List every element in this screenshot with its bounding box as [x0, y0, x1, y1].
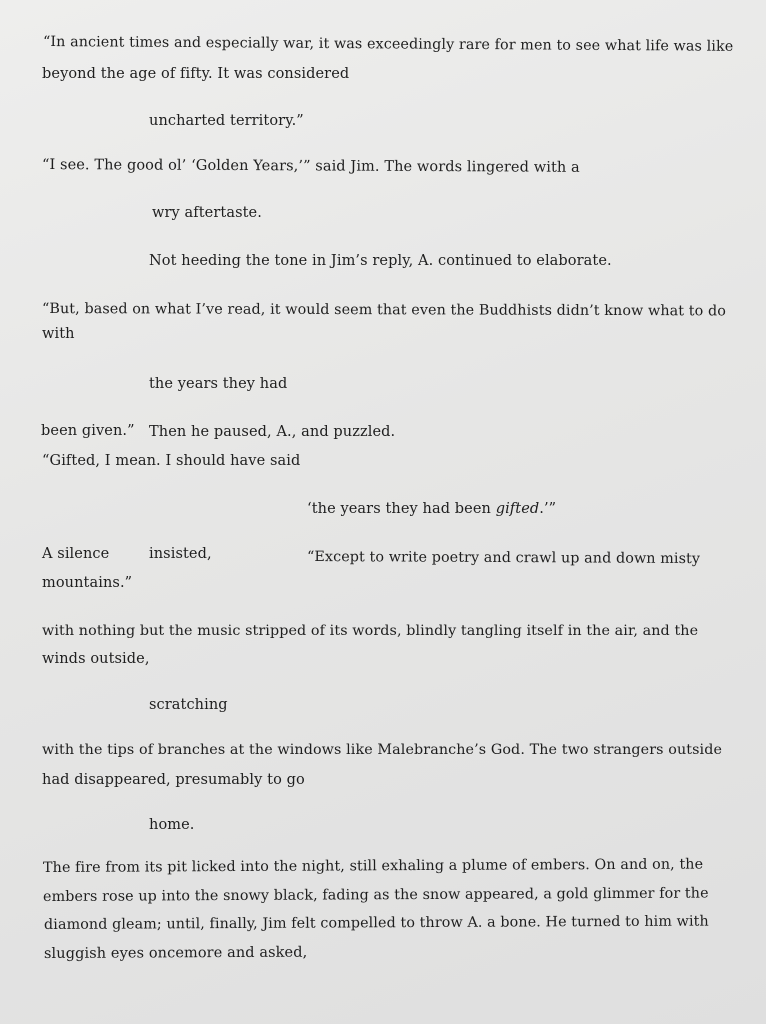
text-line: A silence	[42, 546, 110, 562]
text-line: sluggish eyes oncemore and asked,	[43, 944, 308, 962]
text-line: winds outside,	[42, 651, 150, 667]
text-line: mountains.”	[42, 575, 133, 591]
text-line: “Except to write poetry and crawl up and down misty	[306, 549, 701, 568]
text-line: diamond gleam; until, finally, Jim felt compelled to throw A. a bone. He turned to him with	[43, 913, 709, 933]
text-line: wry aftertaste.	[152, 205, 262, 221]
text-line: Not heeding the tone in Jim’s reply, A. continued to elaborate.	[149, 253, 612, 269]
text-run: ‘the years they had been	[307, 501, 496, 517]
text-line: beyond the age of fifty. It was considered	[42, 66, 350, 82]
text-line: insisted,	[149, 546, 212, 562]
text-line: the years they had	[149, 376, 288, 392]
text-line: “I see. The good ol’ ‘Golden Years,’” said Jim. The words lingered with a	[41, 157, 580, 176]
text-run-italic: gifted	[495, 501, 540, 517]
text-line: with	[42, 326, 75, 342]
text-line: with the tips of branches at the windows like Malebranche’s God. The two strangers outside	[42, 742, 723, 758]
text-line: had disappeared, presumably to go	[42, 772, 305, 788]
text-line: embers rose up into the snowy black, fading as the snow appeared, a gold glimmer for the	[42, 885, 709, 905]
text-line: The fire from its pit licked into the night, still exhaling a plume of embers. On and on, the	[42, 856, 704, 876]
text-line: “Gifted, I mean. I should have said	[42, 453, 301, 469]
text-line: home.	[149, 817, 195, 833]
text-line: been given.”	[41, 423, 135, 439]
text-line: Then he paused, A., and puzzled.	[149, 424, 396, 440]
text-line: with nothing but the music stripped of its words, blindly tangling itself in the air, and the	[42, 623, 699, 639]
text-line: “But, based on what I’ve read, it would seem that even the Buddhists didn’t know what to do	[41, 301, 726, 320]
text-line	[307, 502, 556, 517]
text-run: .’”	[539, 501, 557, 517]
text-line: scratching	[149, 697, 228, 713]
text-line: uncharted territory.”	[149, 113, 304, 129]
text-line: “In ancient times and especially war, it was exceedingly rare for men to see what life was like	[42, 34, 734, 55]
